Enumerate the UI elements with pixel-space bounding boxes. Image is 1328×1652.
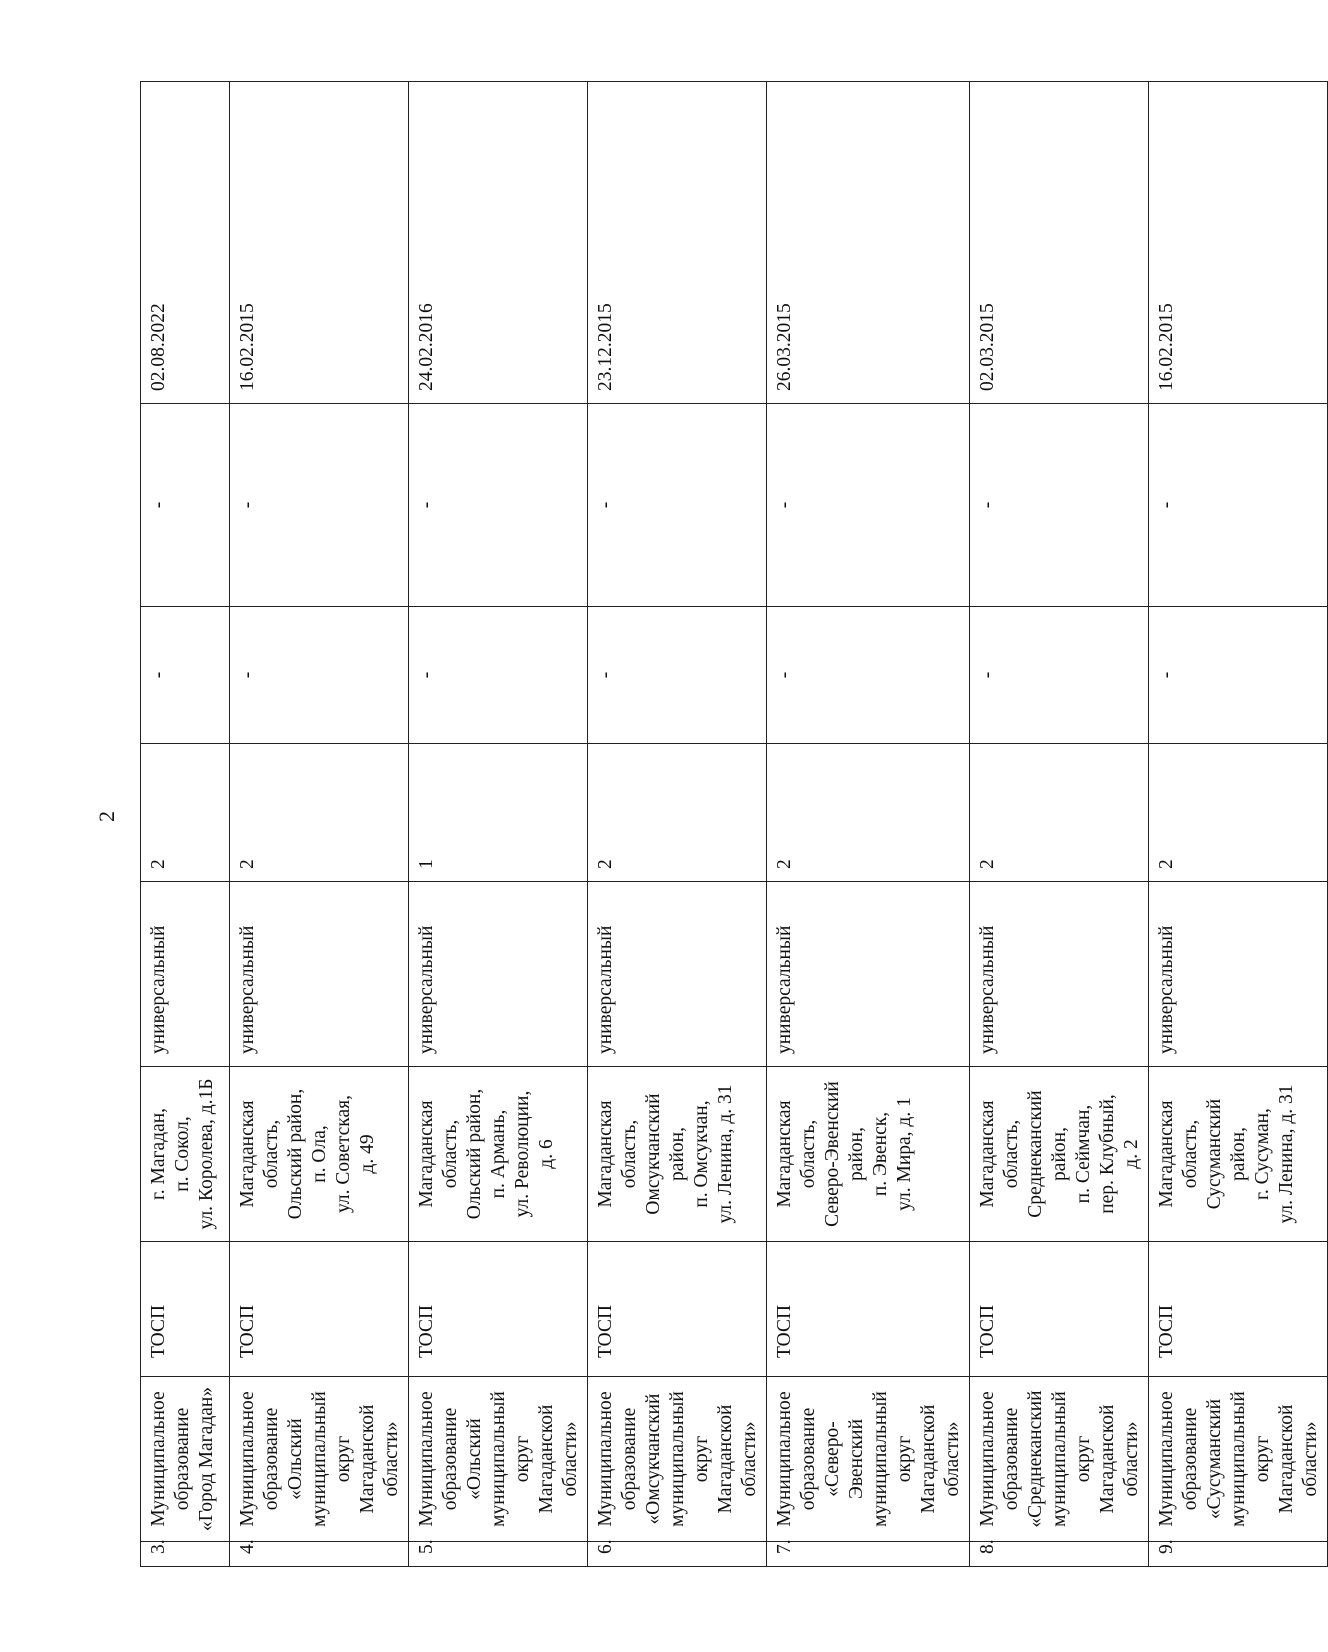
municipality-cell-line: Магаданской области» bbox=[715, 1404, 760, 1514]
address-cell-line: Ольский район, bbox=[464, 1088, 485, 1220]
count-cell: 2 bbox=[767, 744, 970, 882]
date-cell: 02.03.2015 bbox=[970, 82, 1149, 404]
municipality-cell-line: округ Магаданской области» bbox=[333, 1404, 402, 1514]
type-cell: универсальный bbox=[970, 882, 1149, 1067]
municipality-cell-line: «Ольский муниципальный bbox=[285, 1391, 330, 1527]
municipality-cell bbox=[588, 1377, 767, 1542]
count-cell: 2 bbox=[141, 744, 230, 882]
column-7-cell: - bbox=[141, 607, 230, 744]
table-row bbox=[409, 82, 588, 1567]
address-cell bbox=[230, 1067, 409, 1242]
date-cell: 16.02.2015 bbox=[1149, 82, 1328, 404]
row-number-cell: 7. bbox=[767, 1542, 970, 1567]
address-cell-line: Магаданская область, bbox=[416, 1100, 461, 1208]
registry-table-container bbox=[140, 82, 1321, 1567]
row-number-cell: 8. bbox=[970, 1542, 1149, 1567]
municipality-cell-line: Муниципальное образование bbox=[774, 1391, 819, 1527]
municipality-cell-line: округ Магаданской области» bbox=[512, 1404, 581, 1514]
municipality-cell bbox=[230, 1377, 409, 1542]
address-cell-line: д. 2 bbox=[1121, 1139, 1142, 1169]
address-cell-line: п. Ола, bbox=[309, 1125, 330, 1183]
table-row bbox=[1149, 82, 1328, 1567]
municipality-cell-line: муниципальный округ bbox=[1049, 1391, 1094, 1527]
municipality-cell-line: Муниципальное образование bbox=[237, 1391, 282, 1527]
table-body bbox=[141, 82, 1328, 1567]
municipality-cell-line: Муниципальное образование bbox=[977, 1391, 1022, 1527]
object-kind-cell: ТОСП bbox=[767, 1242, 970, 1377]
address-cell-line: Магаданская область, bbox=[595, 1100, 640, 1208]
table-row bbox=[141, 82, 230, 1567]
column-8-cell: - bbox=[1149, 404, 1328, 607]
date-cell: 24.02.2016 bbox=[409, 82, 588, 404]
object-kind-cell: ТОСП bbox=[1149, 1242, 1328, 1377]
date-cell: 23.12.2015 bbox=[588, 82, 767, 404]
column-8-cell: - bbox=[409, 404, 588, 607]
page-number: 2 bbox=[94, 811, 119, 822]
municipality-cell-line: «Город Магадан» bbox=[196, 1386, 217, 1532]
column-8-cell: - bbox=[767, 404, 970, 607]
type-cell: универсальный bbox=[141, 882, 230, 1067]
table-row bbox=[230, 82, 409, 1567]
address-cell bbox=[588, 1067, 767, 1242]
address-cell-line: п. Сокол, bbox=[172, 1116, 193, 1192]
address-cell-line: Ольский район, bbox=[285, 1088, 306, 1220]
column-7-cell: - bbox=[588, 607, 767, 744]
address-cell-line: п. Сеймчан, bbox=[1073, 1104, 1094, 1204]
address-cell-line: район, bbox=[846, 1127, 867, 1181]
object-kind-cell: ТОСП bbox=[230, 1242, 409, 1377]
address-cell-line: ул. Мира, д. 1 bbox=[894, 1097, 915, 1211]
address-cell bbox=[409, 1067, 588, 1242]
address-cell-line: ул. Ленина, д. 31 bbox=[715, 1084, 736, 1224]
address-cell-line: Магаданская область, bbox=[977, 1100, 1022, 1208]
municipality-cell-line: Магаданской области» bbox=[1097, 1404, 1142, 1514]
count-cell: 1 bbox=[409, 744, 588, 882]
municipality-cell-line: Муниципальное образование bbox=[148, 1391, 193, 1527]
type-cell: универсальный bbox=[767, 882, 970, 1067]
type-cell: универсальный bbox=[409, 882, 588, 1067]
column-7-cell: - bbox=[767, 607, 970, 744]
registry-table bbox=[140, 81, 1328, 1567]
address-cell bbox=[970, 1067, 1149, 1242]
address-cell-line: Омсукчанский район, bbox=[643, 1093, 688, 1215]
municipality-cell-line: «Ольский муниципальный bbox=[464, 1391, 509, 1527]
count-cell: 2 bbox=[970, 744, 1149, 882]
table-row bbox=[588, 82, 767, 1567]
object-kind-cell: ТОСП bbox=[970, 1242, 1149, 1377]
column-7-cell: - bbox=[970, 607, 1149, 744]
count-cell: 2 bbox=[230, 744, 409, 882]
address-cell-line: Среднеканский район, bbox=[1025, 1090, 1070, 1218]
object-kind-cell: ТОСП bbox=[141, 1242, 230, 1377]
column-8-cell: - bbox=[588, 404, 767, 607]
row-number-cell: 6. bbox=[588, 1542, 767, 1567]
municipality-cell-line: муниципальный округ bbox=[1228, 1391, 1273, 1527]
table-row bbox=[767, 82, 970, 1567]
municipality-cell-line: «Сусуманский bbox=[1204, 1398, 1225, 1520]
municipality-cell-line: «Северо-Эвенский bbox=[822, 1418, 867, 1500]
municipality-cell bbox=[409, 1377, 588, 1542]
municipality-cell-line: Муниципальное образование bbox=[1156, 1391, 1201, 1527]
address-cell-line: ул. Королева, д.1Б bbox=[196, 1078, 217, 1230]
count-cell: 2 bbox=[1149, 744, 1328, 882]
row-number-cell: 4. bbox=[230, 1542, 409, 1567]
municipality-cell bbox=[970, 1377, 1149, 1542]
row-number-cell: 3. bbox=[141, 1542, 230, 1567]
address-cell-line: ул. Советская, bbox=[333, 1095, 354, 1213]
municipality-cell-line: муниципальный округ bbox=[667, 1391, 712, 1527]
address-cell-line: пер. Клубный, bbox=[1097, 1094, 1118, 1214]
address-cell-line: г. Сусуман, bbox=[1252, 1108, 1273, 1200]
address-cell-line: д. 6 bbox=[536, 1139, 557, 1169]
object-kind-cell: ТОСП bbox=[588, 1242, 767, 1377]
column-7-cell: - bbox=[409, 607, 588, 744]
address-cell-line: г. Магадан, bbox=[148, 1107, 169, 1201]
municipality-cell bbox=[767, 1377, 970, 1542]
date-cell: 26.03.2015 bbox=[767, 82, 970, 404]
address-cell-line: п. Армань, bbox=[488, 1109, 509, 1199]
row-number-cell: 5. bbox=[409, 1542, 588, 1567]
municipality-cell-line: Магаданской области» bbox=[918, 1404, 963, 1514]
municipality-cell bbox=[1149, 1377, 1328, 1542]
column-7-cell: - bbox=[230, 607, 409, 744]
municipality-cell-line: муниципальный округ bbox=[870, 1391, 915, 1527]
municipality-cell-line: Магаданской области» bbox=[1276, 1404, 1321, 1514]
municipality-cell-line: «Омсукчанский bbox=[643, 1393, 664, 1525]
count-cell: 2 bbox=[588, 744, 767, 882]
table-row bbox=[970, 82, 1149, 1567]
address-cell bbox=[1149, 1067, 1328, 1242]
date-cell: 16.02.2015 bbox=[230, 82, 409, 404]
municipality-cell-line: Муниципальное образование bbox=[416, 1391, 461, 1527]
address-cell-line: Магаданская область, bbox=[1156, 1100, 1201, 1208]
municipality-cell bbox=[141, 1377, 230, 1542]
address-cell-line: Магаданская область, bbox=[237, 1100, 282, 1208]
row-number-cell: 9. bbox=[1149, 1542, 1328, 1567]
type-cell: универсальный bbox=[1149, 882, 1328, 1067]
type-cell: универсальный bbox=[588, 882, 767, 1067]
address-cell-line: ул. Ленина, д. 31 bbox=[1276, 1084, 1297, 1224]
type-cell: универсальный bbox=[230, 882, 409, 1067]
address-cell-line: п. Омсукчан, bbox=[691, 1100, 712, 1208]
column-7-cell: - bbox=[1149, 607, 1328, 744]
address-cell-line: Магаданская область, bbox=[774, 1100, 819, 1208]
object-kind-cell: ТОСП bbox=[409, 1242, 588, 1377]
address-cell-line: Сусуманский район, bbox=[1204, 1098, 1249, 1210]
address-cell bbox=[767, 1067, 970, 1242]
date-cell: 02.08.2022 bbox=[141, 82, 230, 404]
municipality-cell-line: Муниципальное образование bbox=[595, 1391, 640, 1527]
address-cell bbox=[141, 1067, 230, 1242]
municipality-cell-line: «Среднеканский bbox=[1025, 1390, 1046, 1528]
address-cell-line: д. 49 bbox=[357, 1134, 378, 1174]
column-8-cell: - bbox=[970, 404, 1149, 607]
address-cell-line: п. Эвенск, bbox=[870, 1111, 891, 1197]
address-cell-line: ул. Революции, bbox=[512, 1090, 533, 1218]
column-8-cell: - bbox=[230, 404, 409, 607]
address-cell-line: Северо-Эвенский bbox=[822, 1081, 843, 1227]
column-8-cell: - bbox=[141, 404, 230, 607]
